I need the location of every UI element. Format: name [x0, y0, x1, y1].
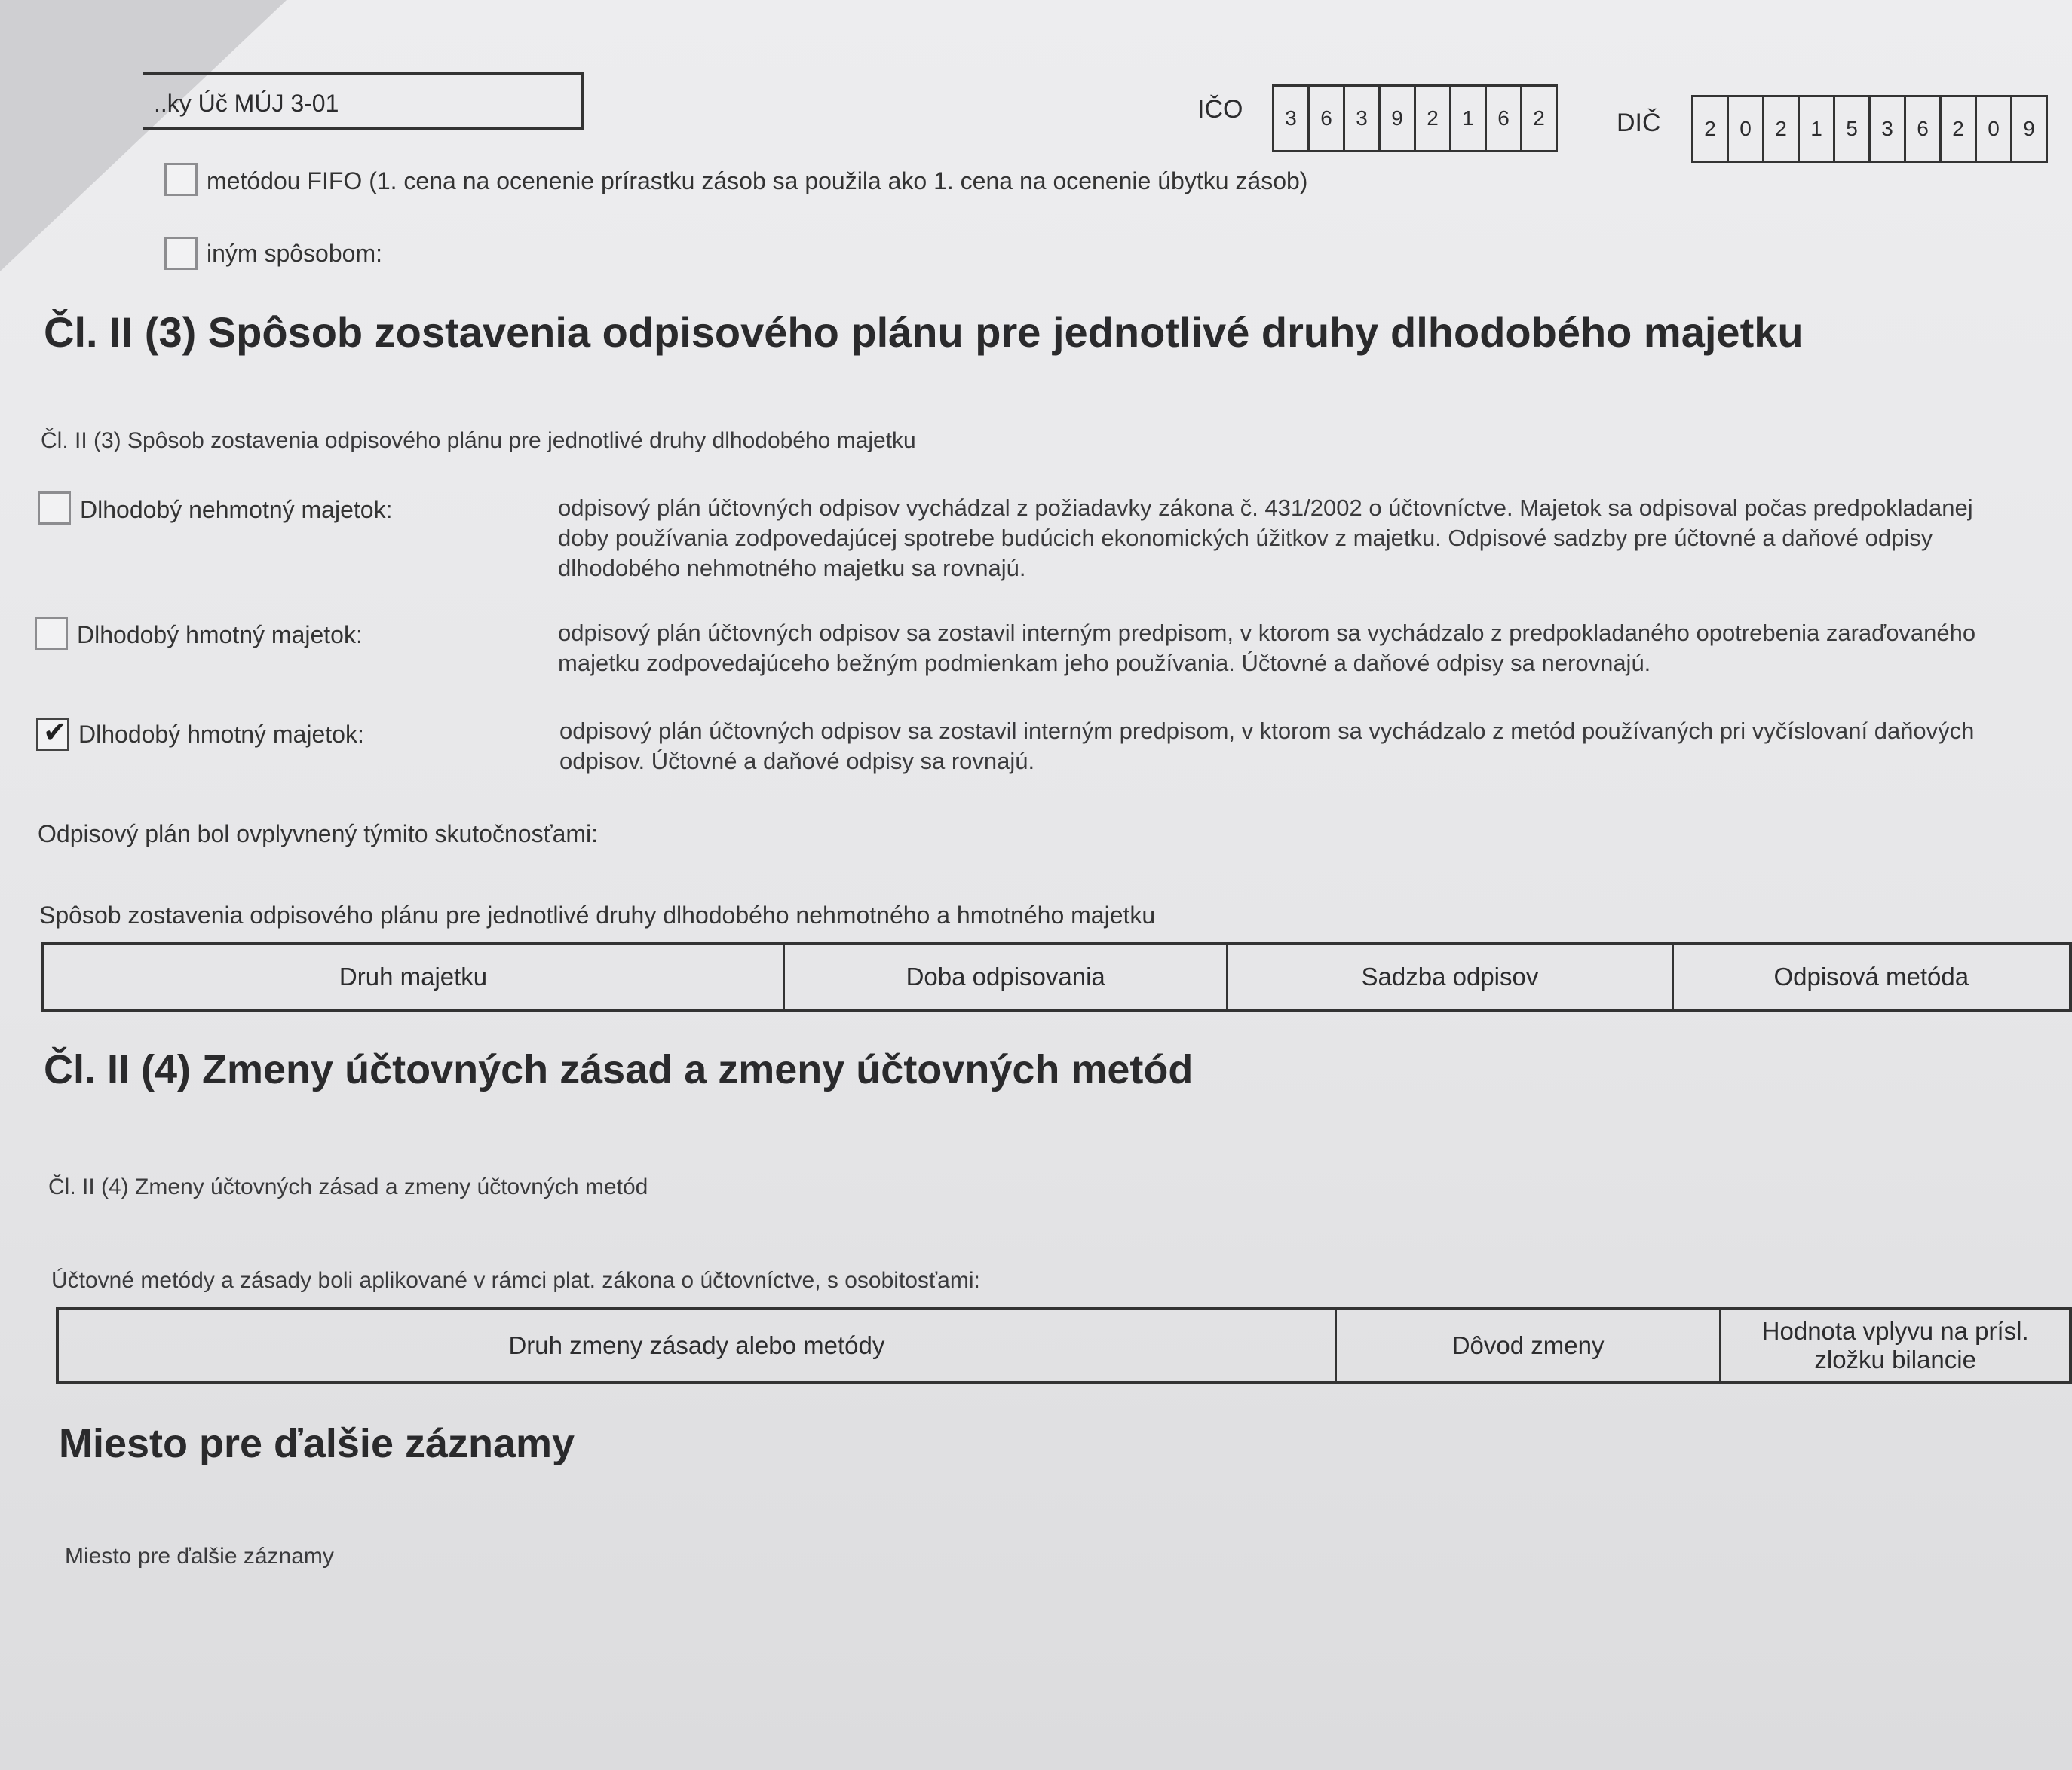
- ico-label: IČO: [1197, 95, 1243, 124]
- depreciation-table-caption: Spôsob zostavenia odpisového plánu pre jednotlivé druhy dlhodobého nehmotného a hmotného majetku: [39, 902, 1156, 929]
- column-header-method: Odpisová metóda: [1773, 963, 1969, 991]
- dic-digit: 2: [1762, 95, 1800, 163]
- ico-digit: 3: [1272, 84, 1310, 152]
- column-header-period: Doba odpisovania: [785, 945, 1228, 1009]
- ico-digit: 9: [1378, 84, 1416, 152]
- fifo-checkbox[interactable]: [164, 163, 198, 196]
- ico-field[interactable]: [1274, 84, 1558, 152]
- page-corner-shadow: [0, 0, 287, 271]
- section3-heading: Čl. II (3) Spôsob zostavenia odpisového plánu pre jednotlivé druhy dlhodobého majetku: [44, 308, 1804, 356]
- asset-item-label: Dlhodobý hmotný majetok:: [78, 721, 364, 748]
- asset-item-description: odpisový plán účtovných odpisov sa zostavil interným predpisom, v ktorom sa vychádzalo z metód používaných pri vyčíslovaní daňových odpisov. Účtovné a daňové odpisy sa rovnajú.: [559, 718, 1975, 774]
- tangible-asset-checkbox-2[interactable]: [36, 715, 69, 751]
- fifo-label: metódou FIFO (1. cena na ocenenie prírastku zásob sa použila ako 1. cena na ocenenie úbytku zásob): [207, 167, 1308, 194]
- section3-subheading: Čl. II (3) Spôsob zostavenia odpisového plánu pre jednotlivé druhy dlhodobého majetku: [41, 428, 916, 453]
- form-name: ..ky Úč MÚJ 3-01: [154, 90, 339, 117]
- dic-digit: 6: [1904, 95, 1942, 163]
- changes-table-header: [56, 1307, 2072, 1384]
- checkmark-icon: ✔: [43, 715, 67, 749]
- dic-digit: 2: [1691, 95, 1729, 163]
- asset-item-label: Dlhodobý hmotný majetok:: [77, 621, 363, 648]
- form-name-box: [143, 72, 584, 130]
- records-subheading: Miesto pre ďalšie záznamy: [65, 1544, 334, 1569]
- intangible-asset-checkbox[interactable]: [38, 491, 71, 525]
- dic-field[interactable]: [1693, 95, 2048, 163]
- ico-digit: 3: [1343, 84, 1381, 152]
- column-header-impact-value: Hodnota vplyvu na prísl. zložku bilancie: [1761, 1317, 2029, 1373]
- section4-caption: Účtovné metódy a zásady boli aplikované v rámci plat. zákona o účtovníctve, s osobitosťami:: [51, 1268, 980, 1293]
- dic-digit: 2: [1939, 95, 1977, 163]
- ico-digit: 2: [1414, 84, 1451, 152]
- dic-digit: 9: [2010, 95, 2048, 163]
- asset-item-description: odpisový plán účtovných odpisov vychádzal z požiadavky zákona č. 431/2002 o účtovníctve. Majetok sa odpisoval počas predpokladanej doby používania zodpovedajúcej spotrebe budúcich ekonomických úžitkov z majetku. Odpisové sadzby pre účtovné a daňové odpisy dlhodobého nehmotného majetku sa rovnajú.: [558, 495, 1973, 581]
- dic-digit: 0: [1727, 95, 1764, 163]
- section4-heading: Čl. II (4) Zmeny účtovných zásad a zmeny účtovných metód: [44, 1047, 1194, 1092]
- column-header-change-type: Druh zmeny zásady alebo metódy: [59, 1310, 1337, 1381]
- records-heading: Miesto pre ďalšie záznamy: [59, 1421, 575, 1466]
- column-header-change-reason: Dôvod zmeny: [1337, 1310, 1721, 1381]
- tangible-asset-checkbox-1[interactable]: [35, 617, 68, 650]
- dic-label: DIČ: [1617, 109, 1661, 137]
- depreciation-table-header: [41, 942, 2072, 1012]
- ico-digit: 1: [1449, 84, 1487, 152]
- influenced-label: Odpisový plán bol ovplyvnený týmito skutočnosťami:: [38, 820, 599, 847]
- dic-digit: 3: [1868, 95, 1906, 163]
- dic-digit: 1: [1798, 95, 1835, 163]
- asset-item-description: odpisový plán účtovných odpisov sa zostavil interným predpisom, v ktorom sa vychádzalo z predpokladaného opotrebenia zaraďovaného majetku zodpovedajúceho bežným podmienkam jeho používania. Účtovné a daňové odpisy sa nerovnajú.: [558, 620, 1976, 676]
- dic-digit: 5: [1833, 95, 1871, 163]
- dic-digit: 0: [1975, 95, 2012, 163]
- section4-subheading: Čl. II (4) Zmeny účtovných zásad a zmeny účtovných metód: [48, 1174, 648, 1199]
- column-header-asset-type: Druh majetku: [44, 945, 785, 1009]
- other-method-checkbox[interactable]: [164, 237, 198, 270]
- ico-digit: 6: [1307, 84, 1345, 152]
- column-header-rate: Sadzba odpisov: [1228, 945, 1673, 1009]
- ico-digit: 6: [1485, 84, 1522, 152]
- asset-item-label: Dlhodobý nehmotný majetok:: [80, 496, 393, 523]
- other-method-label: iným spôsobom:: [207, 240, 382, 267]
- ico-digit: 2: [1520, 84, 1558, 152]
